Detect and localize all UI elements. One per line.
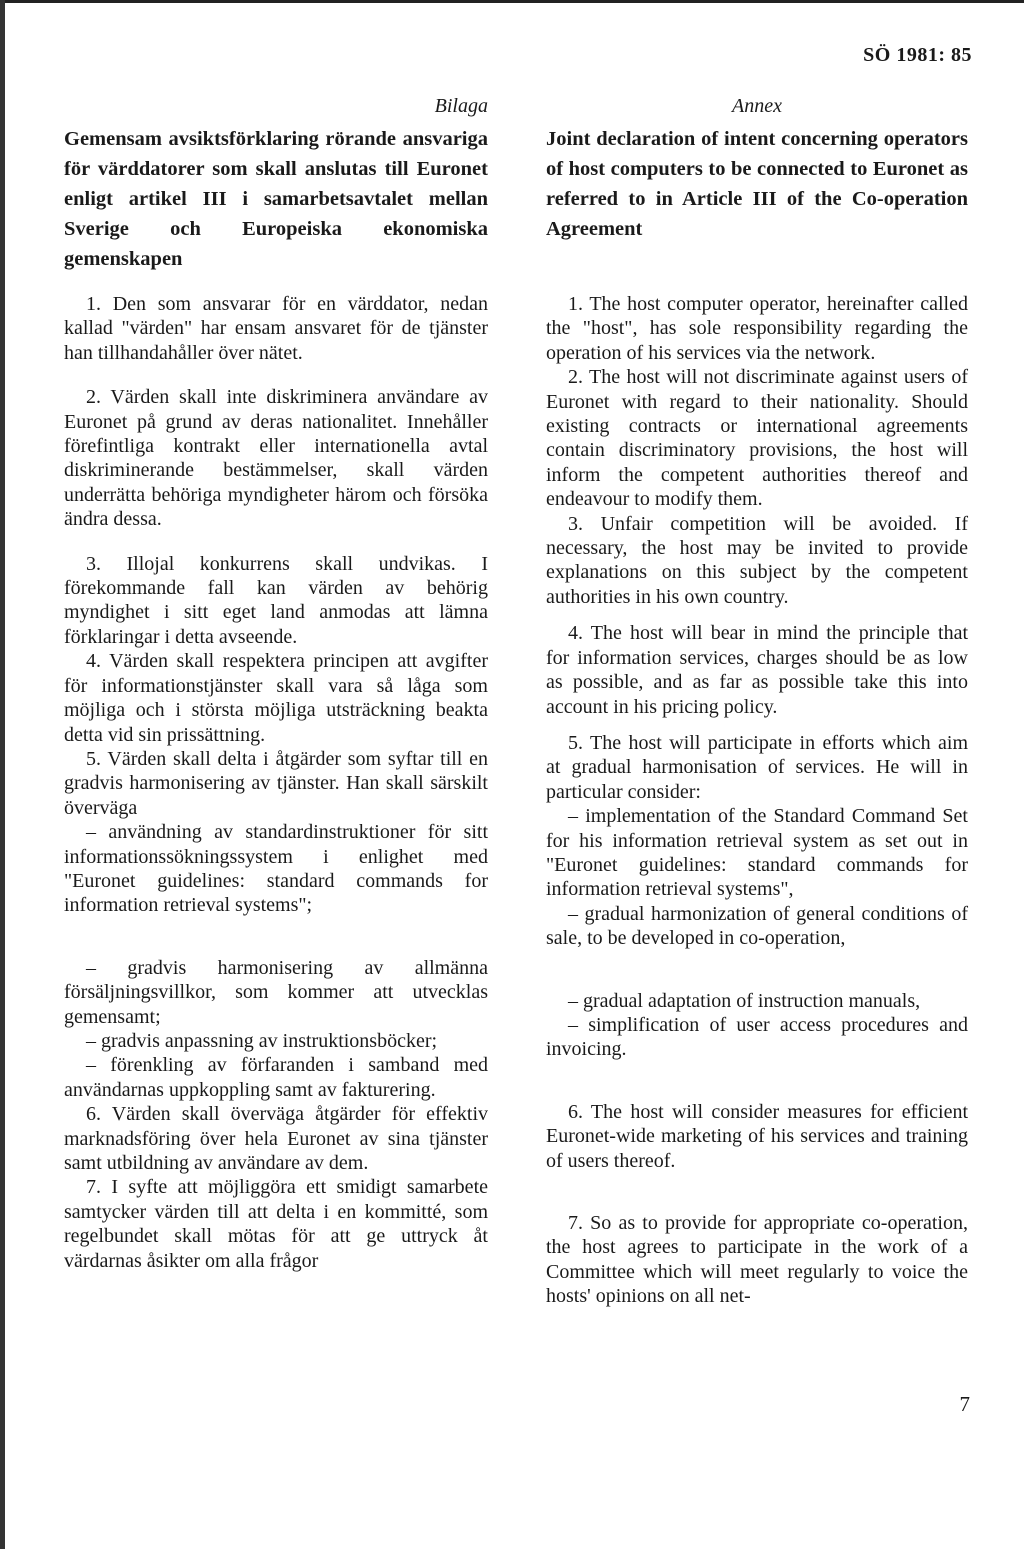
list-item-english-3: – gradual adaptation of instruction manuals,	[568, 989, 921, 1012]
heading-swedish: Gemensam avsiktsförklaring rörande ansvariga för värddatorer som skall anslutas till Euronet enligt artikel III i samarbetsavtalet mellan Sverige och Europeiska ekonomiska gemenskapen	[64, 128, 488, 270]
paragraph-7-english: 7. So as to provide for appropriate co-operation, the host agrees to participate in the work of a Committee which will meet regularly to voice the hosts' opinions on all net-	[546, 1212, 968, 1308]
scan-top-edge	[0, 0, 1024, 3]
swedish-column	[64, 92, 488, 1273]
paragraph-1-english: 1. The host computer operator, hereinafter called the "host", has sole responsibility regarding the operation of his services via the network.	[546, 293, 968, 364]
list-item-english-1: – implementation of the Standard Command Set for his information retrieval system as set out in "Euronet guidelines: standard commands for information retrieval systems",	[546, 805, 968, 901]
list-item-swedish-2: – gradvis harmonisering av allmänna försäljningsvillkor, som kommer att utvecklas gemensamt;	[64, 956, 488, 1028]
annex-label-english: Annex	[732, 95, 782, 117]
paragraph-4-english: 4. The host will bear in mind the principle that for information services, charges should be as low as possible, and as far as possible take this into account in his pricing policy.	[546, 622, 968, 718]
paragraph-6-swedish: 6. Värden skall överväga åtgärder för effektiv marknadsföring över hela Euronet av sina tjänster samt utbildning av användare av dem.	[64, 1103, 488, 1174]
paragraph-1-swedish: 1. Den som ansvarar för en värddator, nedan kallad "värden" har ensam ansvaret för de tjänster han tillhandahåller över nätet.	[64, 293, 488, 364]
paragraph-3-swedish: 3. Illojal konkurrens skall undvikas. I förekommande fall kan värden av behörig myndighet i sitt eget land anmodas att lämna förklaringar i detta avseende.	[64, 552, 488, 648]
paragraph-2-swedish: 2. Värden skall inte diskriminera användare av Euronet på grund av deras nationalitet. Innehåller förefintliga kontrakt eller internationella avtal diskriminerande bestämmelser, skall värden underrätta behöriga myndigheter härom och försöka ändra dessa.	[64, 386, 488, 531]
english-column	[546, 92, 968, 1309]
page-number: 7	[959, 1392, 970, 1416]
list-item-english-4: – simplification of user access procedures and invoicing.	[546, 1013, 968, 1061]
body-english	[546, 292, 968, 1309]
paragraph-6-english: 6. The host will consider measures for efficient Euronet-wide marketing of his services and training of users thereof.	[546, 1100, 968, 1172]
annex-label-swedish: Bilaga	[434, 95, 488, 117]
heading-english: Joint declaration of intent concerning operators of host computers to be connected to Euronet as referred to in Article III of the Co-operation Agreement	[546, 128, 968, 240]
series-number: SÖ 1981: 85	[863, 44, 972, 66]
paragraph-7-swedish: 7. I syfte att möjliggöra ett smidigt samarbete samtycker värden till att delta i en kommitté, som regelbundet skall mötas för att ge uttryck åt värdarnas åsikter om alla frågor	[64, 1176, 488, 1272]
paragraph-5-english: 5. The host will participate in efforts which aim at gradual harmonisation of services. He will in particular consider:	[546, 731, 968, 803]
list-item-swedish-3: – gradvis anpassning av instruktionsböcker;	[86, 1029, 438, 1052]
body-swedish	[64, 292, 488, 1273]
paragraph-2-english: 2. The host will not discriminate against users of Euronet with regard to their nationality. Should existing contracts or international agreements contain discriminatory provisions, the host will inform the competent authorities thereof and endeavour to modify them.	[546, 366, 968, 511]
list-item-swedish-1: – användning av standardinstruktioner för sitt informationssökningssystem i enlighet med "Euronet guidelines: standard commands for information retrieval systems";	[64, 821, 488, 917]
scan-left-edge	[0, 0, 5, 1549]
paragraph-5-swedish: 5. Värden skall delta i åtgärder som syftar till en gradvis harmonisering av tjänster. Han skall särskilt överväga	[64, 747, 488, 819]
paragraph-4-swedish: 4. Värden skall respektera principen att avgifter för informationstjänster skall vara så låga som möjliga och i största möjliga utsträckning beakta detta vid sin prissättning.	[64, 650, 488, 746]
list-item-swedish-4: – förenkling av förfaranden i samband med användarnas uppkoppling samt av fakturering.	[64, 1054, 488, 1101]
paragraph-3-english: 3. Unfair competition will be avoided. If necessary, the host may be invited to provide explanations on this subject by the competent authorities in his own country.	[546, 512, 968, 608]
list-item-english-2: – gradual harmonization of general conditions of sale, to be developed in co-operation,	[546, 902, 968, 950]
